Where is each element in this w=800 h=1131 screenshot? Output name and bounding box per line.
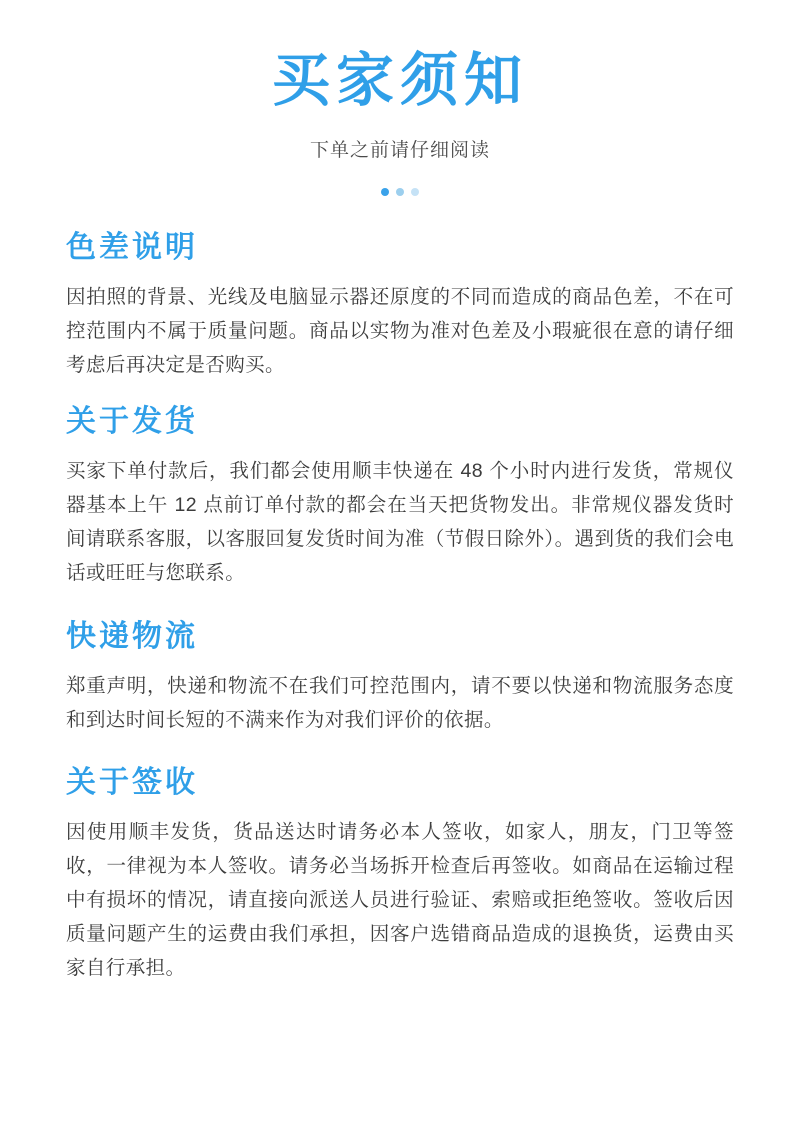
section-body-logistics: 郑重声明，快递和物流不在我们可控范围内，请不要以快递和物流服务态度和到达时间长短的不满来作为对我们评价的依据。 xyxy=(66,674,734,731)
decorative-dots xyxy=(66,188,734,196)
dot-icon-2 xyxy=(396,188,404,196)
dot-icon-1 xyxy=(381,188,389,196)
section-body-receipt: 因使用顺丰发货，货品送达时请务必本人签收，如家人，朋友，门卫等签收，一律视为本人签收。请务必当场拆开检查后再签收。如商品在运输过程中有损坏的情况，请直接向派送人员进行验证、索赔或拒绝签收。签收后因质量问题产生的运费由我们承担，因客户选错商品造成的退换货，运费由买家自行承担。 xyxy=(66,820,734,980)
section-body-shipping: 买家下单付款后，我们都会使用顺丰快递在 48 个小时内进行发货，常规仪器基本上午 12 点前订单付款的都会在当天把货物发出。非常规仪器发货时间请联系客服，以客服回复发货时间为准（节假日除外）。遇到货的我们会电话或旺旺与您联系。 xyxy=(66,460,734,585)
page-subtitle: 下单之前请仔细阅读 xyxy=(309,139,490,161)
section-receipt xyxy=(66,765,734,986)
page-header xyxy=(66,0,734,196)
section-color-difference xyxy=(66,230,734,382)
page-title: 买家须知 xyxy=(271,48,528,113)
section-shipping xyxy=(66,404,734,591)
section-title-color-difference: 色差说明 xyxy=(66,230,198,264)
section-title-receipt: 关于签收 xyxy=(66,765,198,799)
notice-sections xyxy=(66,230,734,986)
section-logistics xyxy=(66,619,734,737)
section-title-logistics: 快递物流 xyxy=(66,619,198,653)
dot-icon-3 xyxy=(411,188,419,196)
section-title-shipping: 关于发货 xyxy=(66,405,198,439)
section-body-color-difference: 因拍照的背景、光线及电脑显示器还原度的不同而造成的商品色差，不在可控范围内不属于质量问题。商品以实物为准对色差及小瑕疵很在意的请仔细考虑后再决定是否购买。 xyxy=(66,285,734,376)
